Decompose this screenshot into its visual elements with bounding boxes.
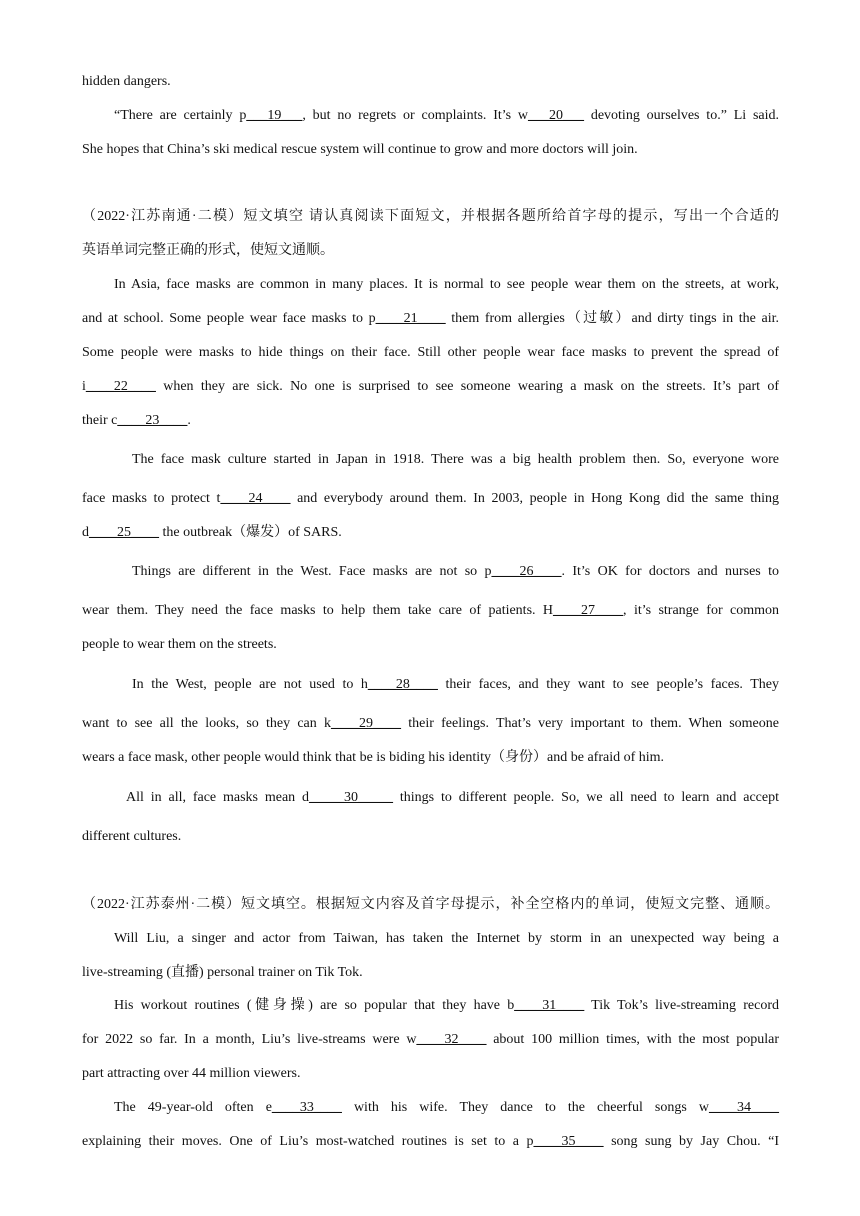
text: people to wear them on the streets. (82, 637, 277, 652)
text: i (82, 379, 86, 394)
text: devoting ourselves to.” Li said. (584, 108, 780, 123)
paragraph-line (82, 1031, 779, 1049)
text: with his wife. They dance to the cheerful songs w (341, 1100, 709, 1115)
paragraph-line (82, 676, 779, 694)
paragraph-line (82, 828, 779, 846)
blank-31[interactable]: ____31____ (514, 998, 585, 1013)
paragraph-line (82, 141, 779, 159)
paragraph-line (82, 73, 779, 91)
paragraph-line (82, 964, 779, 982)
paragraph-line (82, 412, 779, 430)
text: In Asia, face masks are common in many places. It is normal to see people wear them on the streets, at work, (114, 277, 779, 292)
text: （2022·江苏南通·二模）短文填空 请认真阅读下面短文，并根据各题所给首字母的提示，写出一个合适的 (82, 209, 779, 224)
text: Will Liu, a singer and actor from Taiwan, has taken the Internet by storm in an unexpected way being a (114, 931, 779, 946)
paragraph-line (82, 344, 779, 362)
paragraph-line (82, 930, 779, 948)
blank-25[interactable]: ____25____ (89, 525, 159, 540)
text: and everybody around them. In 2003, people in Hong Kong did the same thing (290, 491, 779, 506)
text: , it’s strange for common (623, 603, 779, 618)
paragraph-line (82, 715, 779, 733)
text: 英语单词完整正确的形式，使短文通顺。 (82, 243, 334, 258)
paragraph-line (82, 1099, 779, 1117)
text: wears a face mask, other people would think that be is biding his identity（身份）and be afraid of him. (82, 750, 665, 765)
paragraph-line (82, 378, 779, 396)
text: , but no regrets or complaints. It’s w (302, 108, 529, 123)
blank-34[interactable]: ____34____ (708, 1100, 779, 1115)
text: for 2022 so far. In a month, Liu’s live-streams were w (82, 1032, 417, 1047)
blank-35[interactable]: ____35____ (533, 1134, 604, 1149)
text: The 49-year-old often e (114, 1100, 272, 1115)
text: She hopes that China’s ski medical rescue system will continue to grow and more doctors will join. (82, 142, 638, 157)
text: them from allergies（过敏）and dirty tings in the air. (445, 311, 779, 326)
blank-29[interactable]: ____29____ (331, 716, 402, 731)
text: （2022·江苏泰州·二模）短文填空。根据短文内容及首字母提示，补全空格内的单词，使短文完整、通顺。 (82, 897, 779, 912)
blank-27[interactable]: ____27____ (553, 603, 624, 618)
text: hidden dangers. (82, 74, 171, 89)
blank-28[interactable]: ____28____ (367, 677, 438, 692)
paragraph-line (82, 563, 779, 581)
blank-20[interactable]: ___20___ (528, 108, 585, 123)
section-heading (82, 896, 779, 914)
text: In the West, people are not used to h (132, 677, 368, 692)
text: things to different people. So, we all need to learn and accept (393, 790, 779, 805)
text: face masks to protect t (82, 491, 221, 506)
paragraph-line (82, 524, 779, 542)
blank-26[interactable]: ____26____ (491, 564, 562, 579)
text: live-streaming (直播) personal trainer on Tik Tok. (82, 965, 363, 980)
text: their feelings. That’s very important to them. When someone (401, 716, 779, 731)
paragraph-line (82, 789, 779, 807)
paragraph-line (82, 997, 779, 1015)
text: when they are sick. No one is surprised to see someone wearing a mask on the streets. It’s part of (155, 379, 779, 394)
paragraph-line (82, 602, 779, 620)
blank-30[interactable]: _____30_____ (309, 790, 394, 805)
blank-24[interactable]: ____24____ (220, 491, 291, 506)
text: their faces, and they want to see people’s faces. They (437, 677, 779, 692)
text: His workout routines (健身操) are so popular that they have b (114, 998, 515, 1013)
paragraph-line (82, 749, 779, 767)
text: Things are different in the West. Face masks are not so p (132, 564, 492, 579)
text: the outbreak（爆发）of SARS. (159, 525, 342, 540)
text: and at school. Some people wear face masks to p (82, 311, 376, 326)
text: Some people were masks to hide things on their face. Still other people wear face masks to prevent the spread of (82, 345, 779, 360)
section-heading (82, 208, 779, 226)
paragraph-line (82, 636, 779, 654)
paragraph-line (82, 490, 779, 508)
text: their c (82, 413, 118, 428)
text: explaining their moves. One of Liu’s most-watched routines is set to a p (82, 1134, 534, 1149)
text: Tik Tok’s live-streaming record (584, 998, 779, 1013)
blank-32[interactable]: ____32____ (416, 1032, 487, 1047)
paragraph-line (82, 451, 779, 469)
paragraph-line (82, 310, 779, 328)
blank-21[interactable]: ____21____ (375, 311, 446, 326)
text: The face mask culture started in Japan in 1918. There was a big health problem then. So, everyone wore (132, 452, 779, 467)
paragraph-line (82, 276, 779, 294)
blank-23[interactable]: ____23____ (117, 413, 188, 428)
text: . (187, 413, 191, 428)
text: . It’s OK for doctors and nurses to (561, 564, 779, 579)
text: song sung by Jay Chou. “I (603, 1134, 779, 1149)
text: d (82, 525, 89, 540)
text: wear them. They need the face masks to help them take care of patients. H (82, 603, 554, 618)
text: All in all, face masks mean d (126, 790, 310, 805)
text: part attracting over 44 million viewers. (82, 1066, 301, 1081)
blank-19[interactable]: ___19___ (246, 108, 303, 123)
paragraph-line (82, 1065, 779, 1083)
blank-22[interactable]: ____22____ (85, 379, 156, 394)
text: different cultures. (82, 829, 182, 844)
text: want to see all the looks, so they can k (82, 716, 332, 731)
blank-33[interactable]: ____33____ (271, 1100, 342, 1115)
paragraph-line (82, 107, 779, 125)
paragraph-line (82, 1133, 779, 1151)
text: about 100 million times, with the most popular (486, 1032, 779, 1047)
text: “There are certainly p (114, 108, 247, 123)
section-heading (82, 242, 779, 260)
